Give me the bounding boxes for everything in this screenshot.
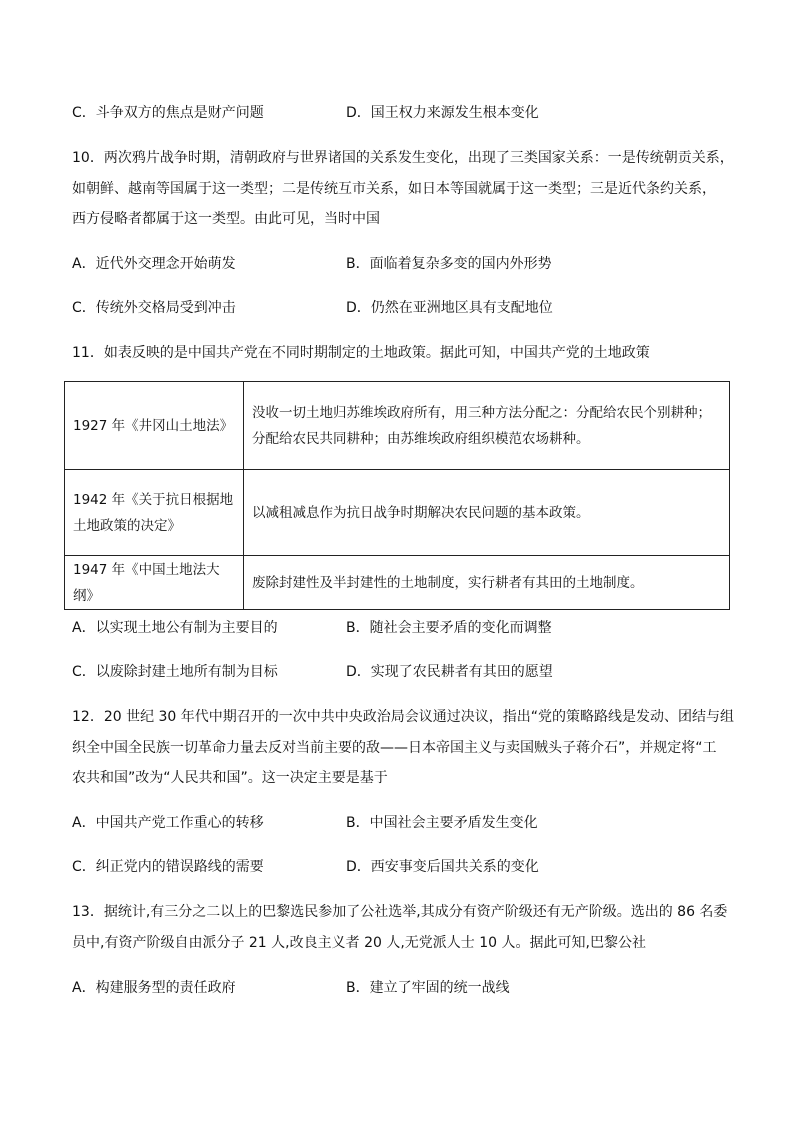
policy-year-text: 土地政策的决定》 <box>73 517 181 534</box>
policy-year-text: 1947 年《中国土地法大纲》 <box>73 561 220 604</box>
table-row <box>65 382 730 470</box>
q12-option-b: B．中国社会主要矛盾发生变化 <box>346 815 538 831</box>
q11-option-a: A．以实现土地公有制为主要目的 <box>72 620 278 636</box>
policy-year-text: 1927 年《井冈山土地法》 <box>73 417 234 434</box>
policy-content-text: 以减租减息作为抗日战争时期解决农民问题的基本政策。 <box>252 504 590 521</box>
q11-option-b: B．随社会主要矛盾的变化而调整 <box>346 620 552 636</box>
q13-option-b: B．建立了牢固的统一战线 <box>346 980 510 996</box>
policy-content-text: 没收一切土地归苏维埃政府所有，用三种方法分配之：分配给农民个别耕种； <box>252 404 711 421</box>
q11-stem: 11．如表反映的是中国共产党在不同时期制定的土地政策。据此可知，中国共产党的土地政策 <box>72 345 650 361</box>
policy-content-text: 废除封建性及半封建性的土地制度，实行耕者有其田的土地制度。 <box>252 574 644 591</box>
q10-stem-line-2: 如朝鲜、越南等国属于这一类型；二是传统互市关系，如日本等国就属于这一类型；三是近代条约关系， <box>72 181 716 197</box>
q12-stem-line-2: 织全中国全民族一切革命力量去反对当前主要的敌——日本帝国主义与卖国贼头子蒋介石”，并规定将“工 <box>72 740 717 756</box>
q10-option-c: C．传统外交格局受到冲击 <box>72 300 236 316</box>
table-row <box>65 470 730 556</box>
q10-option-b: B．面临着复杂多变的国内外形势 <box>346 256 552 272</box>
q9-option-d: D．国王权力来源发生根本变化 <box>346 105 539 121</box>
policy-year-cell <box>65 556 244 610</box>
q12-option-a: A．中国共产党工作重心的转移 <box>72 815 264 831</box>
q13-stem-line-1: 13．据统计,有三分之二以上的巴黎选民参加了公社选举,其成分有资产阶级还有无产阶级。选出的 86 名委 <box>72 904 728 920</box>
policy-year-cell <box>65 382 244 470</box>
q12-option-d: D．西安事变后国共关系的变化 <box>346 859 539 875</box>
q10-stem-line-1: 10．两次鸦片战争时期，清朝政府与世界诸国的关系发生变化，出现了三类国家关系：一是传统朝贡关系， <box>72 150 734 166</box>
land-policy-table <box>64 381 730 610</box>
policy-content-cell <box>244 470 730 556</box>
q13-option-a: A．构建服务型的责任政府 <box>72 980 236 996</box>
q13-stem-line-2: 员中,有资产阶级自由派分子 21 人,改良主义者 20 人,无党派人士 10 人。据此可知,巴黎公社 <box>72 935 646 951</box>
policy-content-cell <box>244 556 730 610</box>
q10-option-d: D．仍然在亚洲地区具有支配地位 <box>346 300 553 316</box>
policy-year-cell <box>65 470 244 556</box>
q12-stem-line-3: 农共和国”改为“人民共和国”。这一决定主要是基于 <box>72 770 388 786</box>
policy-year-text: 1942 年《关于抗日根据地 <box>73 491 234 508</box>
table-row <box>65 556 730 610</box>
policy-content-cell <box>244 382 730 470</box>
q11-option-c: C．以废除封建土地所有制为目标 <box>72 664 278 680</box>
q11-option-d: D．实现了农民耕者有其田的愿望 <box>346 664 553 680</box>
q10-stem-line-3: 西方侵略者都属于这一类型。由此可见，当时中国 <box>72 211 380 227</box>
q10-option-a: A．近代外交理念开始萌发 <box>72 256 236 272</box>
policy-content-text: 分配给农民共同耕种；由苏维埃政府组织模范农场耕种。 <box>252 430 590 447</box>
q9-option-c: C．斗争双方的焦点是财产问题 <box>72 105 264 121</box>
q12-stem-line-1: 12．20 世纪 30 年代中期召开的一次中共中央政治局会议通过决议，指出“党的策略路线是发动、团结与组 <box>72 709 735 725</box>
q12-option-c: C．纠正党内的错误路线的需要 <box>72 859 264 875</box>
